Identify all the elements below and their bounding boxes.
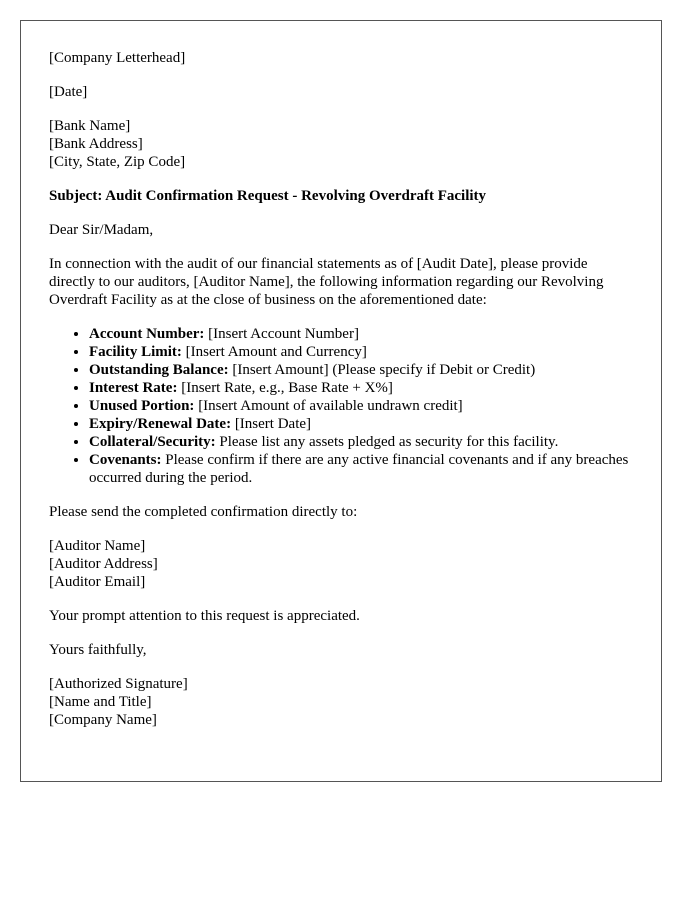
- letter-date: [Date]: [49, 84, 88, 100]
- item-label: Outstanding Balance:: [89, 362, 229, 378]
- list-item: [89, 361, 633, 379]
- signoff: Yours faithfully,: [49, 642, 147, 658]
- item-label: Facility Limit:: [89, 344, 182, 360]
- list-item: [89, 451, 633, 487]
- item-label: Covenants:: [89, 452, 162, 468]
- item-text: [Insert Amount of available undrawn credit]: [194, 398, 463, 414]
- signer-company: [Company Name]: [49, 712, 157, 728]
- subject-line: Subject: Audit Confirmation Request - Revolving Overdraft Facility: [49, 188, 487, 204]
- facility-details-list: [49, 325, 633, 487]
- bank-address-block: [49, 117, 633, 171]
- list-item: [89, 325, 633, 343]
- bank-name: [Bank Name]: [49, 118, 131, 134]
- bank-address: [Bank Address]: [49, 136, 143, 152]
- bank-city: [City, State, Zip Code]: [49, 154, 186, 170]
- item-text: Please confirm if there are any active financial covenants and if any breaches occurred during the period.: [89, 452, 629, 486]
- item-label: Account Number:: [89, 326, 205, 342]
- signature-block: [49, 675, 633, 729]
- auditor-name: [Auditor Name]: [49, 538, 146, 554]
- item-text: [Insert Account Number]: [204, 326, 359, 342]
- auditor-email: [Auditor Email]: [49, 574, 146, 590]
- send-instructions: Please send the completed confirmation directly to:: [49, 504, 358, 520]
- auditor-address-block: [49, 537, 633, 591]
- list-item: [89, 433, 633, 451]
- item-label: Unused Portion:: [89, 398, 195, 414]
- list-item: [89, 379, 633, 397]
- list-item: [89, 343, 633, 361]
- list-item: [89, 397, 633, 415]
- item-label: Collateral/Security:: [89, 434, 216, 450]
- intro-paragraph: In connection with the audit of our financial statements as of [Audit Date], please provide directly to our auditors, [Auditor Name], the following information regarding our Revolving Overdraft Facility as at the close of business on the aforementioned date:: [49, 256, 604, 308]
- item-text: [Insert Amount and Currency]: [181, 344, 367, 360]
- item-text: [Insert Date]: [231, 416, 312, 432]
- item-text: [Insert Amount] (Please specify if Debit or Credit): [228, 362, 536, 378]
- closing-note: Your prompt attention to this request is appreciated.: [49, 608, 360, 624]
- signer-name-title: [Name and Title]: [49, 694, 152, 710]
- item-text: [Insert Rate, e.g., Base Rate + X%]: [177, 380, 393, 396]
- item-label: Expiry/Renewal Date:: [89, 416, 232, 432]
- list-item: [89, 415, 633, 433]
- item-text: Please list any assets pledged as security for this facility.: [215, 434, 559, 450]
- item-label: Interest Rate:: [89, 380, 178, 396]
- authorized-signature: [Authorized Signature]: [49, 676, 188, 692]
- auditor-address: [Auditor Address]: [49, 556, 158, 572]
- company-letterhead: [Company Letterhead]: [49, 50, 186, 66]
- salutation: Dear Sir/Madam,: [49, 222, 154, 238]
- letter-page: [20, 20, 662, 782]
